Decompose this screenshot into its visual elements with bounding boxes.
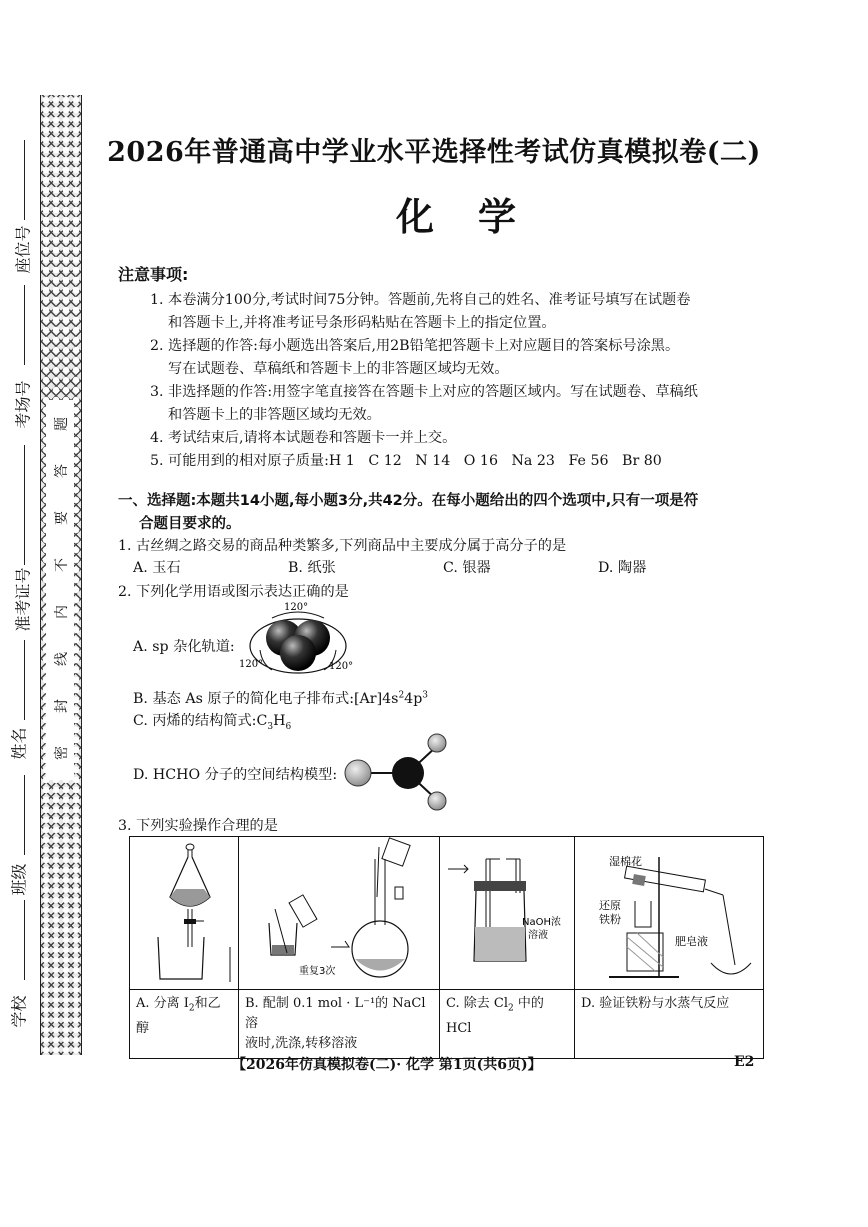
field-line <box>24 775 25 855</box>
notice-line: 3. 非选择题的作答:用签字笔直接答在答题卡上对应的答题区域内。写在试题卷、草稿纸 <box>150 384 698 400</box>
caption-b: B. 配制 0.1 mol · L⁻¹的 NaCl 溶 液时,洗涤,转移溶液 <box>239 990 440 1059</box>
caption-c: C. 除去 $Cl_2$ 中的 HCl <box>440 990 575 1059</box>
label-iron-powder: 铁粉 <box>599 913 621 926</box>
caption-d: D. 验证铁粉与水蒸气反应 <box>575 990 764 1059</box>
notice-line: 5. 可能用到的相对原子质量:H 1 C 12 N 14 O 16 Na 23 Fe 56 Br 80 <box>150 453 662 469</box>
field-ticket: 准考证号 <box>13 567 33 632</box>
page-code: E2 <box>734 1054 755 1070</box>
page-footer: 【2026年仿真模拟卷(二)· 化学 第1页(共6页)】 <box>232 1057 542 1073</box>
seal-char: 线 <box>54 652 70 666</box>
notice-line: 4. 考试结束后,请将本试题卷和答题卡一并上交。 <box>150 430 457 446</box>
separatory-funnel-diagram <box>130 837 238 985</box>
subject-title: 化学 <box>395 195 560 239</box>
cell-a-figure <box>130 837 239 990</box>
section-heading: 一、选择题:本题共14小题,每小题3分,共42分。在每小题给出的四个选项中,只有一项是符 <box>118 493 699 509</box>
seal-char: 封 <box>54 699 70 713</box>
field-school: 学校 <box>9 995 29 1028</box>
label-soap: 肥皂液 <box>675 935 708 948</box>
exam-title: 2026年普通高中学业水平选择性考试仿真模拟卷(二) <box>107 137 761 168</box>
seal-char: 密 <box>54 746 70 760</box>
q2-option-c: C. 丙烯的结构简式$:C_3H_6$ <box>133 713 292 732</box>
field-line <box>24 445 25 565</box>
notice-line: 和答题卡上,并将准考证号条形码粘贴在答题卡上的指定位置。 <box>168 315 556 331</box>
q1-option-c: C. 银器 <box>443 560 491 576</box>
angle-label-right: 120° <box>329 661 354 672</box>
cell-b-figure <box>239 837 440 990</box>
iron-steam-reaction-diagram <box>575 837 763 985</box>
seal-char: 内 <box>54 605 70 619</box>
notice-line: 1. 本卷满分100分,考试时间75分钟。答题前,先将自己的姓名、准考证号填写在试题卷 <box>150 292 691 308</box>
notice-heading: 注意事项: <box>118 265 189 284</box>
sp-hybrid-orbital-diagram <box>232 598 362 678</box>
q3-stem: 3. 下列实验操作合理的是 <box>118 818 278 834</box>
notice-line: 和答题卡上的非答题区域均无效。 <box>168 407 381 423</box>
cell-c-figure <box>440 837 575 990</box>
section-heading-cont: 合题目要求的。 <box>139 516 241 532</box>
volumetric-flask-diagram <box>239 837 439 985</box>
label-solution: 溶液 <box>528 930 548 941</box>
seal-char: 要 <box>54 511 70 525</box>
field-class: 班级 <box>9 863 29 896</box>
notice-line: 2. 选择题的作答:每小题选出答案后,用2B铅笔把答题卡上对应题目的答案标号涂黑。 <box>150 338 680 354</box>
caption-a: A. 分离 $I_2$和乙醇 <box>130 990 239 1059</box>
cell-d-figure <box>575 837 764 990</box>
seal-char: 答 <box>54 464 70 478</box>
label-naoh: NaOH浓 <box>522 917 561 928</box>
q1-stem: 1. 古丝绸之路交易的商品种类繁多,下列商品中主要成分属于高分子的是 <box>118 538 567 554</box>
field-room: 考场号 <box>13 380 33 429</box>
angle-label-top: 120° <box>284 602 309 613</box>
notice-line: 写在试题卷、草稿纸和答题卡上的非答题区域均无效。 <box>168 361 509 377</box>
q1-option-a: A. 玉石 <box>133 560 181 576</box>
q2-stem: 2. 下列化学用语或图示表达正确的是 <box>118 584 349 600</box>
seal-char: 题 <box>54 417 70 431</box>
hcho-model-diagram <box>342 728 454 812</box>
field-line <box>24 285 25 365</box>
q1-option-d: D. 陶器 <box>598 560 647 576</box>
label-repeat: 重复3次 <box>299 966 336 977</box>
field-line <box>24 900 25 980</box>
q3-experiment-table <box>129 836 764 1059</box>
angle-label-left: 120° <box>239 659 264 670</box>
field-seat: 座位号 <box>13 225 33 274</box>
label-reduced: 还原 <box>599 899 621 912</box>
q2-option-d: D. HCHO 分子的空间结构模型: <box>133 767 338 783</box>
q1-option-b: B. 纸张 <box>288 560 336 576</box>
field-name: 姓名 <box>9 727 29 760</box>
label-wet-cotton: 湿棉花 <box>609 855 642 868</box>
field-line <box>24 640 25 720</box>
gas-washing-bottle-diagram <box>440 837 574 985</box>
q2-option-a: A. sp 杂化轨道: <box>133 639 235 655</box>
seal-gap <box>46 400 74 780</box>
q2-option-b: B. 基态 As 原子的简化电子排布式$:[Ar]4s^24p^3$ <box>133 690 429 707</box>
seal-char: 不 <box>54 558 70 572</box>
